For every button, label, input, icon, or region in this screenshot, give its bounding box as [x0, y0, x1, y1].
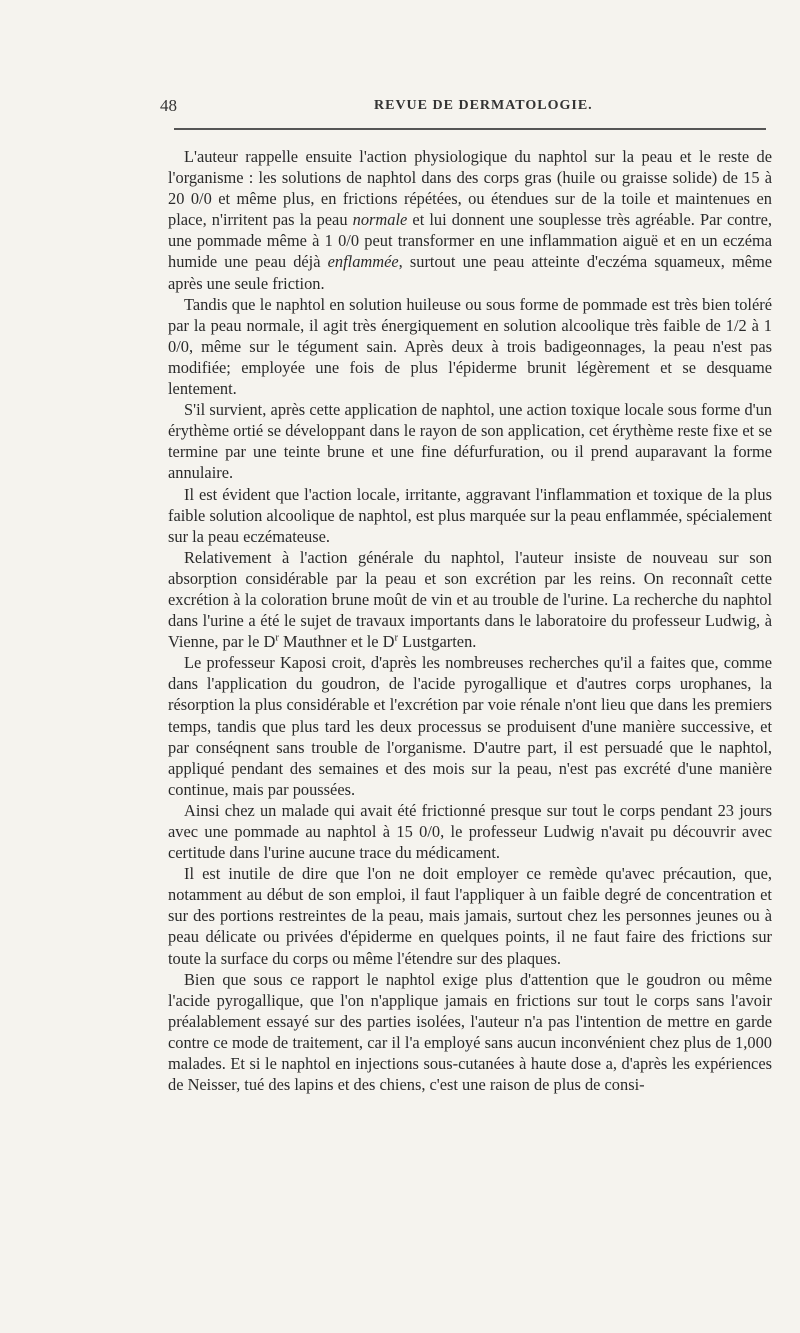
text-segment: et lui donnent une souplesse très agréable. Par contre, une pommade même à 1 0/0 peut transformer en une inflammation aiguë et en un eczéma humide une peau déjà	[168, 210, 772, 272]
text-segment: Ainsi chez un malade qui avait été frictionné presque sur tout le corps pendant 23 jours avec une pommade au naphtol à 15 0/0, le professeur Ludwig n'avait pu découvrir avec certitude dans l'urine aucune trace du médicament.	[168, 800, 772, 863]
italic-text: normale	[352, 210, 408, 230]
italic-text: enflammée	[327, 252, 399, 272]
header-rule	[174, 128, 766, 130]
paragraph	[168, 294, 772, 399]
text-segment: Relativement à l'action générale du naphtol, l'auteur insiste de nouveau sur son absorption considérable par la peau et son excrétion par les reins. On reconnaît cette excrétion à la coloration brune moût de vin et au trouble de l'urine. La recherche du naphtol dans l'urine a été le sujet de travaux importants dans le laboratoire du professeur Ludwig, à Vienne, par le D	[168, 547, 772, 652]
text-segment: Il est évident que l'action locale, irritante, aggravant l'inflammation et toxique de la plus faible solution alcoolique de naphtol, est plus marquée sur la peau enflammée, spécialement sur la peau eczémateuse.	[168, 484, 772, 546]
text-segment: Tandis que le naphtol en solution huileuse ou sous forme de pommade est très bien toléré par la peau normale, il agit très énergiquement en solution alcoolique très faible de 1/2 à 1 0/0, même sur le tégument sain. Après deux à trois badigeonnages, la peau n'est pas modifiée; employée une fois de plus l'épiderme brunit légèrement et se desquame lentement.	[168, 294, 772, 399]
paragraph	[168, 800, 772, 863]
text-segment: Le professeur Kaposi croit, d'après les nombreuses recherches qu'il a faites que, comme dans l'application du goudron, de l'acide pyrogallique et d'autres corps urophanes, la résorption la plus considérable et l'excrétion par voie rénale n'ont lieu que dans les premiers temps, tandis que plus tard les deux processus se produisent d'une manière successive, et par conséqnent sans trouble de l'organisme. D'autre part, il est persuadé que le naphtol, appliqué pendant des semaines et des mois sur la peau, n'est pas excrété d'une manière continue, mais par poussées.	[168, 653, 772, 799]
paragraph	[168, 969, 772, 1096]
text-segment: Bien que sous ce rapport le naphtol exige plus d'attention que le goudron ou même l'acide pyrogallique, que l'on n'applique jamais en frictions sur tout le corps sans l'avoir préalablement essayé sur des parties isolées, l'auteur n'a pas l'intention de mettre en garde contre ce mode de traitement, car il l'a employé sans aucun inconvénient chez plus de 1,000 malades. Et si le naphtol en injections sous-cutanées à haute dose a, d'après les expériences de Neisser, tué des lapins et des chiens, c'est une raison de plus de consi-	[168, 969, 772, 1095]
paragraph	[168, 863, 772, 968]
page-number: 48	[160, 96, 177, 115]
superscript-text: r	[275, 632, 279, 644]
running-title: REVUE DE DERMATOLOGIE.	[374, 98, 593, 113]
page-header	[160, 96, 768, 116]
text-segment: Il est inutile de dire que l'on ne doit employer ce remède qu'avec précaution, que, notamment au début de son emploi, il faut l'appliquer à un faible degré de concentration et sur des portions restreintes de la peau, mais jamais, surtout chez les personnes jeunes ou à peau délicate ou privées d'épiderme en quelques points, il ne faut faire des frictions sur toute la surface du corps ou même l'étendre sur des plaques.	[168, 864, 772, 968]
paragraph	[168, 399, 772, 483]
superscript-text: r	[394, 632, 399, 644]
text-segment: , surtout une peau atteinte d'eczéma squameux, même après une seule friction.	[168, 252, 773, 293]
paragraph	[168, 652, 772, 800]
paragraph	[168, 146, 772, 294]
paragraph	[168, 547, 772, 652]
paragraph	[168, 484, 772, 547]
text-segment: Lustgarten.	[398, 632, 477, 652]
text-segment: S'il survient, après cette application de naphtol, une action toxique locale sous forme d'un érythème ortié se développant dans le rayon de son application, cet érythème reste fixe et se termine par une teinte brune et une fine défurfuration, ou il prend auparavant la forme annulaire.	[168, 400, 772, 483]
text-segment: Mauthner et le D	[278, 632, 395, 652]
text-segment: L'auteur rappelle ensuite l'action physiologique du naphtol sur la peau et le reste de l'organisme : les solutions de naphtol dans des corps gras (huile ou graisse solide) de 15 à 20 0/0 et même plus, en frictions répétées, ou étendues sur de la toile et maintenues en place, n'irritent pas la peau	[168, 147, 772, 230]
body-text	[168, 146, 772, 1095]
